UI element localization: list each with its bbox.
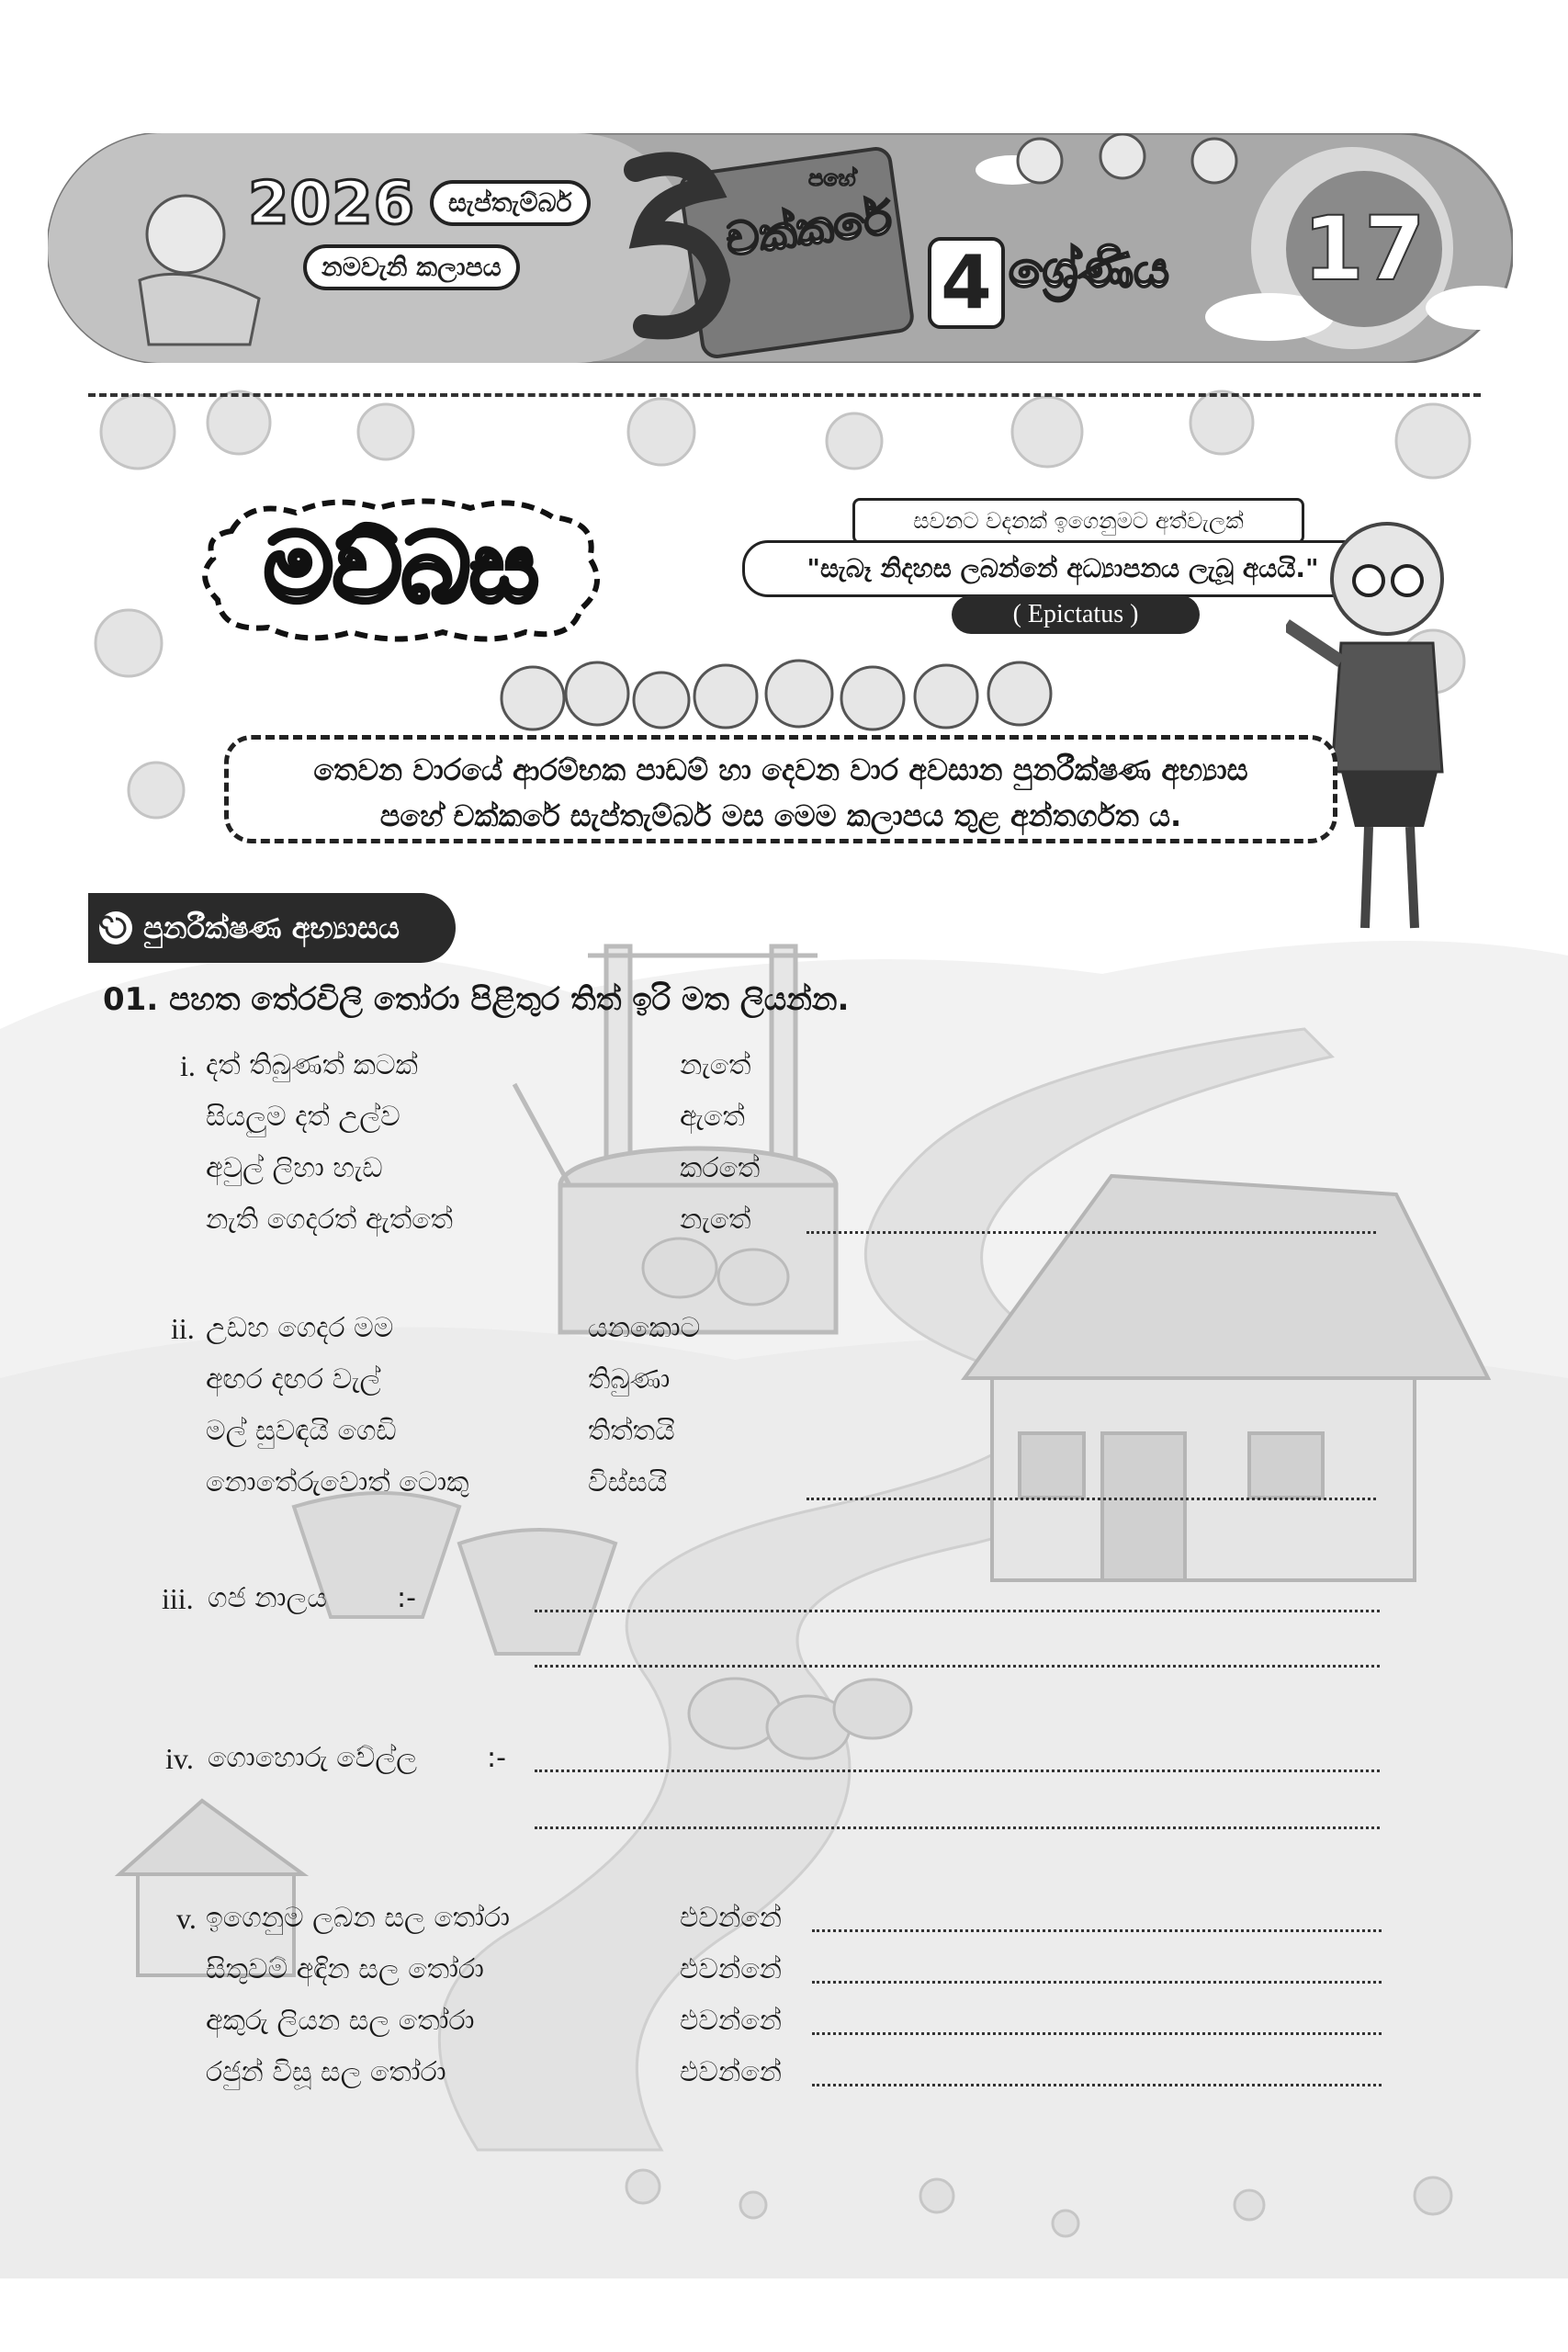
magazine-name: චක්කරේ	[722, 190, 896, 267]
riddle-ii-line-1-left: උඩහ ගෙදර මම	[206, 1312, 394, 1344]
quote-heading: සවනට වදනක් ඉගෙනුමට අත්වැලක්	[852, 498, 1304, 544]
riddle-v-line-3-right: එවන්නේ	[680, 2005, 783, 2037]
riddle-ii-line-4-right: විස්සයි	[588, 1466, 668, 1498]
riddle-v-line-1-right: එවන්නේ	[680, 1902, 783, 1934]
notice-box	[224, 735, 1337, 843]
riddle-iii-number: iii.	[162, 1582, 194, 1615]
riddle-i-line-3-left: අවුල් ලිහා හැඩ	[206, 1152, 383, 1184]
riddle-ii-number: ii.	[171, 1312, 195, 1345]
issue-badge: නමවැනි කලාපය	[303, 244, 520, 290]
riddle-v-line-2-left: සිතුවම් අඳින සල තෝරා	[206, 1953, 484, 1985]
question-title	[103, 981, 849, 1018]
divider	[88, 393, 1481, 397]
notice-line-1: තෙවන වාරයේ ආරම්භක පාඩම් හා දෙවන වාර අවසාන පුනරීක්ෂණ අභ්‍යාස	[313, 752, 1248, 787]
section-title: පුනරීක්ෂණ අභ්‍යාසය	[143, 910, 400, 945]
riddle-i-answer-line[interactable]	[807, 1231, 1376, 1234]
riddle-i-line-2-left: සියලුම දත් උල්ව	[206, 1101, 400, 1133]
page-number: 17	[1286, 171, 1442, 327]
teacher-illustration	[1286, 514, 1497, 946]
riddle-i-line-3-right: කරතේ	[680, 1152, 761, 1184]
riddle-ii-line-4-left: නොතේරුවොත් ටොකු	[206, 1466, 469, 1498]
grade-label: ශ්‍රේණිය	[1009, 241, 1169, 299]
riddle-iv-label: ගොහොරු වේල්ල	[208, 1742, 418, 1774]
riddle-iii-separator: :-	[397, 1582, 416, 1614]
riddle-v-answer-line-2[interactable]	[812, 1981, 1382, 1984]
riddle-iii-label: ගජ නාලය	[208, 1582, 327, 1614]
riddle-i-line-2-right: ඇතේ	[680, 1101, 745, 1133]
kids-illustration	[496, 643, 1084, 744]
question-number: 01.	[103, 981, 159, 1018]
riddle-i-line-1-left: දත් තිබුණත් කටක්	[206, 1049, 418, 1081]
riddle-i-line-1-right: නැතේ	[680, 1049, 751, 1081]
riddle-iv-answer-line-2[interactable]	[535, 1826, 1380, 1829]
riddle-v-line-3-left: අකුරු ලියන සල තෝරා	[206, 2005, 475, 2037]
month-badge: සැප්තැම්බර්	[430, 180, 591, 226]
year: 2026	[248, 170, 416, 238]
riddle-ii-line-1-right: යනකොට	[588, 1312, 701, 1344]
quote-author: ( Epictatus )	[952, 595, 1200, 634]
riddle-ii-line-3-left: මල් සුවඳයි ගෙඩි	[206, 1415, 397, 1447]
riddle-iv-answer-line-1[interactable]	[535, 1770, 1380, 1772]
question-text: පහත තේරවිලි තෝරා පිළිතුර තිත් ඉරි මත ලියන්න.	[169, 981, 850, 1018]
swirl-icon	[97, 910, 134, 946]
riddle-v-line-2-right: එවන්නේ	[680, 1953, 783, 1985]
magazine-top: පහේ	[808, 165, 856, 191]
riddle-ii-line-2-right: තිබුණා	[588, 1363, 671, 1396]
riddle-v-answer-line-3[interactable]	[812, 2032, 1382, 2035]
riddle-ii-line-3-right: තිත්තයි	[588, 1415, 675, 1447]
riddle-iv-number: iv.	[165, 1742, 194, 1775]
riddle-i-line-4-right: නැතේ	[680, 1204, 751, 1236]
riddle-iii-answer-line-1[interactable]	[535, 1610, 1380, 1612]
notice-line-2: පහේ චක්කරේ සැප්තැම්බර් මස මෙම කලාපය තුළ අන්තර්ගත ය.	[379, 798, 1182, 833]
riddle-v-number: v.	[176, 1902, 197, 1935]
riddle-ii-answer-line[interactable]	[807, 1498, 1376, 1500]
riddle-v-line-4-left: රජුන් විසූ සල තෝරා	[206, 2056, 446, 2088]
grade-number: 4	[928, 237, 1005, 329]
section-tab	[88, 893, 456, 963]
riddle-v-answer-line-1[interactable]	[812, 1929, 1382, 1932]
riddle-iii-answer-line-2[interactable]	[535, 1665, 1380, 1668]
riddle-iv-separator: :-	[487, 1742, 506, 1774]
riddle-v-answer-line-4[interactable]	[812, 2084, 1382, 2086]
riddle-v-line-4-right: එවන්නේ	[680, 2056, 783, 2088]
page-title: මව්බස	[264, 512, 539, 624]
riddle-i-number: i.	[180, 1049, 196, 1082]
riddle-v-line-1-left: ඉගෙනුම ලබන සල තෝරා	[206, 1902, 511, 1934]
quote-text: "සැබෑ නිදහස ලබන්නේ අධ්‍යාපනය ලැබූ අයයි."	[742, 540, 1383, 597]
riddle-i-line-4-left: නැති ගෙදරත් ඇත්තේ	[206, 1204, 454, 1236]
riddle-ii-line-2-left: අඟර දඟර වැල්	[206, 1363, 381, 1396]
